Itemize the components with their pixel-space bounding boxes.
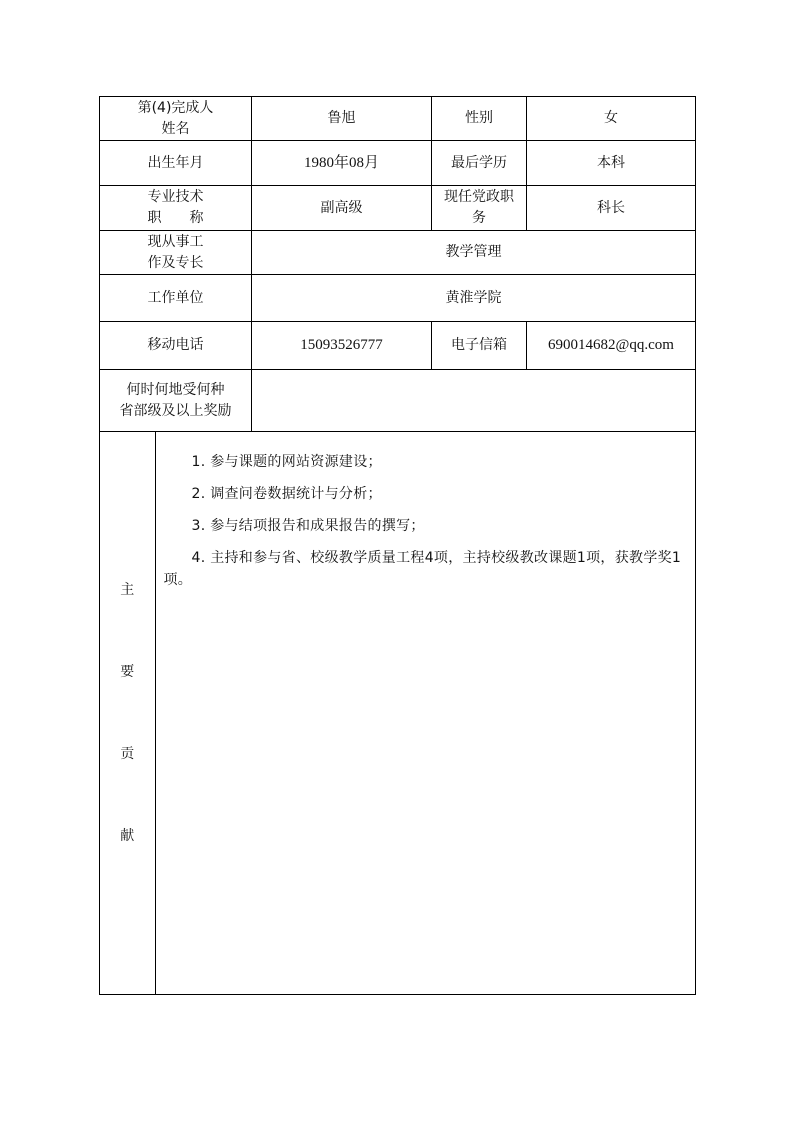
mobile-phone-label: 移动电话 bbox=[100, 322, 252, 370]
contribution-item: 2. 调查问卷数据统计与分析； bbox=[191, 486, 382, 502]
party-post-label: 现任党政职 务 bbox=[432, 186, 527, 231]
professional-title-value: 副高级 bbox=[252, 186, 432, 231]
current-work-value: 教学管理 bbox=[252, 231, 696, 275]
main-contributions-text bbox=[155, 432, 695, 994]
birth-date-value: 1980年08月 bbox=[252, 141, 432, 186]
contributor-name-label: 第(4)完成人 姓名 bbox=[100, 97, 252, 141]
education-value: 本科 bbox=[527, 141, 696, 186]
award-contributor-form bbox=[99, 96, 695, 994]
email-label: 电子信箱 bbox=[432, 322, 527, 370]
contribution-item: 1. 参与课题的网站资源建设； bbox=[191, 454, 382, 470]
birth-date-label: 出生年月 bbox=[100, 141, 252, 186]
main-contributions-label: 主 要 贡 献 bbox=[100, 432, 155, 994]
contribution-item: 4. 主持和参与省、校级教学质量工程4项，主持校级教改课题1项，获教学奖1项。 bbox=[163, 550, 682, 588]
work-unit-label: 工作单位 bbox=[100, 275, 252, 322]
awards-value bbox=[252, 370, 696, 432]
mobile-phone-value: 15093526777 bbox=[252, 322, 432, 370]
contributor-name: 鲁旭 bbox=[252, 97, 432, 141]
education-label: 最后学历 bbox=[432, 141, 527, 186]
contribution-item: 3. 参与结项报告和成果报告的撰写； bbox=[191, 518, 425, 534]
gender-label: 性别 bbox=[432, 97, 527, 141]
gender-value: 女 bbox=[527, 97, 696, 141]
email-value: 690014682@qq.com bbox=[527, 322, 696, 370]
professional-title-label: 专业技术 职 称 bbox=[100, 186, 252, 231]
work-unit-value: 黄淮学院 bbox=[252, 275, 696, 322]
contributions-row bbox=[100, 432, 696, 995]
awards-label: 何时何地受何种 省部级及以上奖励 bbox=[100, 370, 252, 432]
party-post-value: 科长 bbox=[527, 186, 696, 231]
current-work-label: 现从事工 作及专长 bbox=[100, 231, 252, 275]
